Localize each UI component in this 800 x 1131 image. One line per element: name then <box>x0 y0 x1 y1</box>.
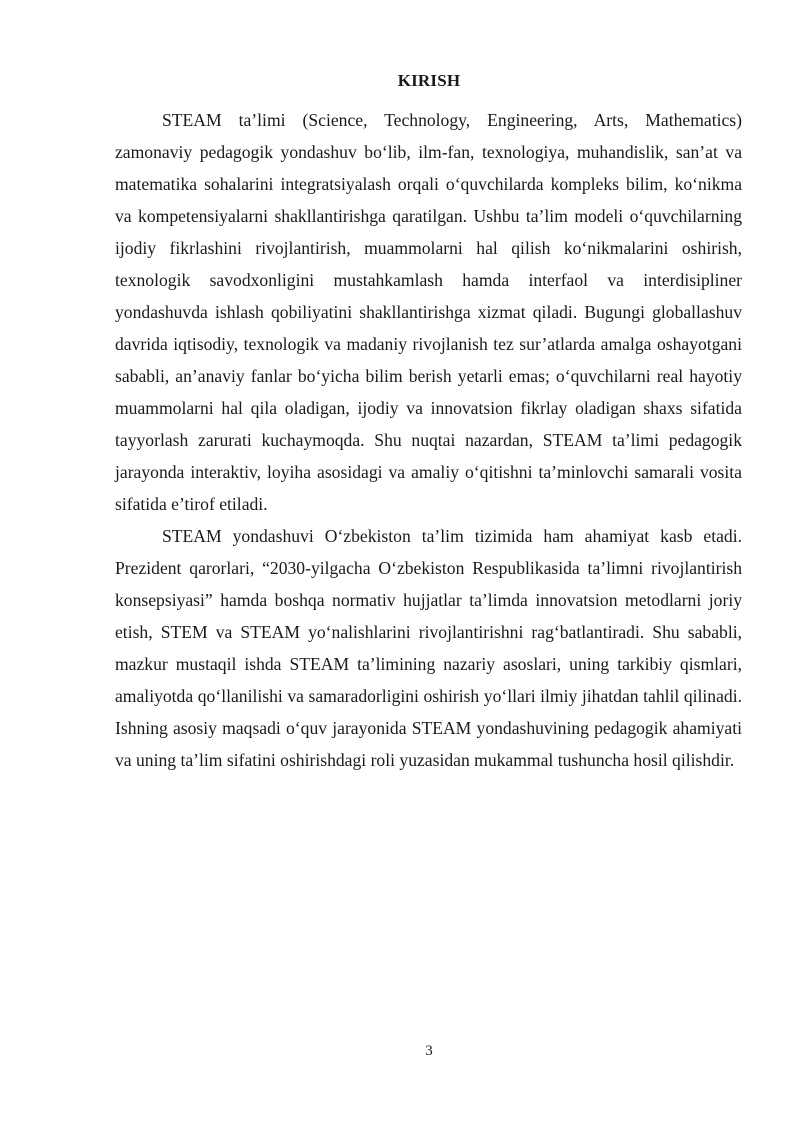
paragraph-2: STEAM yondashuvi O‘zbekiston ta’lim tizimida ham ahamiyat kasb etadi. Prezident qarorlari, “2030-yilgacha O‘zbekiston Respublikasida ta’limni rivojlantirish konsepsiyasi” hamda boshqa normativ hujjatlar ta’limda innovatsion metodlarni joriy etish, STEM va STEAM yo‘nalishlarini rivojlantirishni rag‘batlantiradi. Shu sababli, mazkur mustaqil ishda STEAM ta’limining nazariy asoslari, uning tarkibiy qismlari, amaliyotda qo‘llanilishi va samaradorligini oshirish yo‘llari ilmiy jihatdan tahlil qilinadi. Ishning asosiy maqsadi o‘quv jarayonida STEAM yondashuvining pedagogik ahamiyati va uning ta’lim sifatini oshirishdagi roli yuzasidan mukammal tushuncha hosil qilishdir. <box>115 526 742 770</box>
paragraph-1: STEAM ta’limi (Science, Technology, Engineering, Arts, Mathematics) zamonaviy pedagogik yondashuv bo‘lib, ilm-fan, texnologiya, muhandislik, san’at va matematika sohalarini integratsiyalash orqali o‘quvchilarda kompleks bilim, ko‘nikma va kompetensiyalarni shakllantirishga qaratilgan. Ushbu ta’lim modeli o‘quvchilarning ijodiy fikrlashini rivojlantirish, muammolarni hal qilish ko‘nikmalarini oshirish, texnologik savodxonligini mustahkamlash hamda interfaol va interdisipliner yondashuvda ishlash qobiliyatini shakllantirishga xizmat qiladi. Bugungi globallashuv davrida iqtisodiy, texnologik va madaniy rivojlanish tez sur’atlarda amalga oshayotgani sababli, an’anaviy fanlar bo‘yicha bilim berish yetarli emas; o‘quvchilarni real hayotiy muammolarni hal qila oladigan, ijodiy va innovatsion fikrlay oladigan shaxs sifatida tayyorlash zarurati kuchaymoqda. Shu nuqtai nazardan, STEAM ta’limi pedagogik jarayonda interaktiv, loyiha asosidagi va amaliy o‘qitishni ta’minlovchi samarali vosita sifatida e’tirof etiladi. <box>115 110 742 514</box>
page-number: 3 <box>425 1043 433 1059</box>
section-heading: KIRISH <box>397 71 461 90</box>
body-text <box>115 104 742 776</box>
